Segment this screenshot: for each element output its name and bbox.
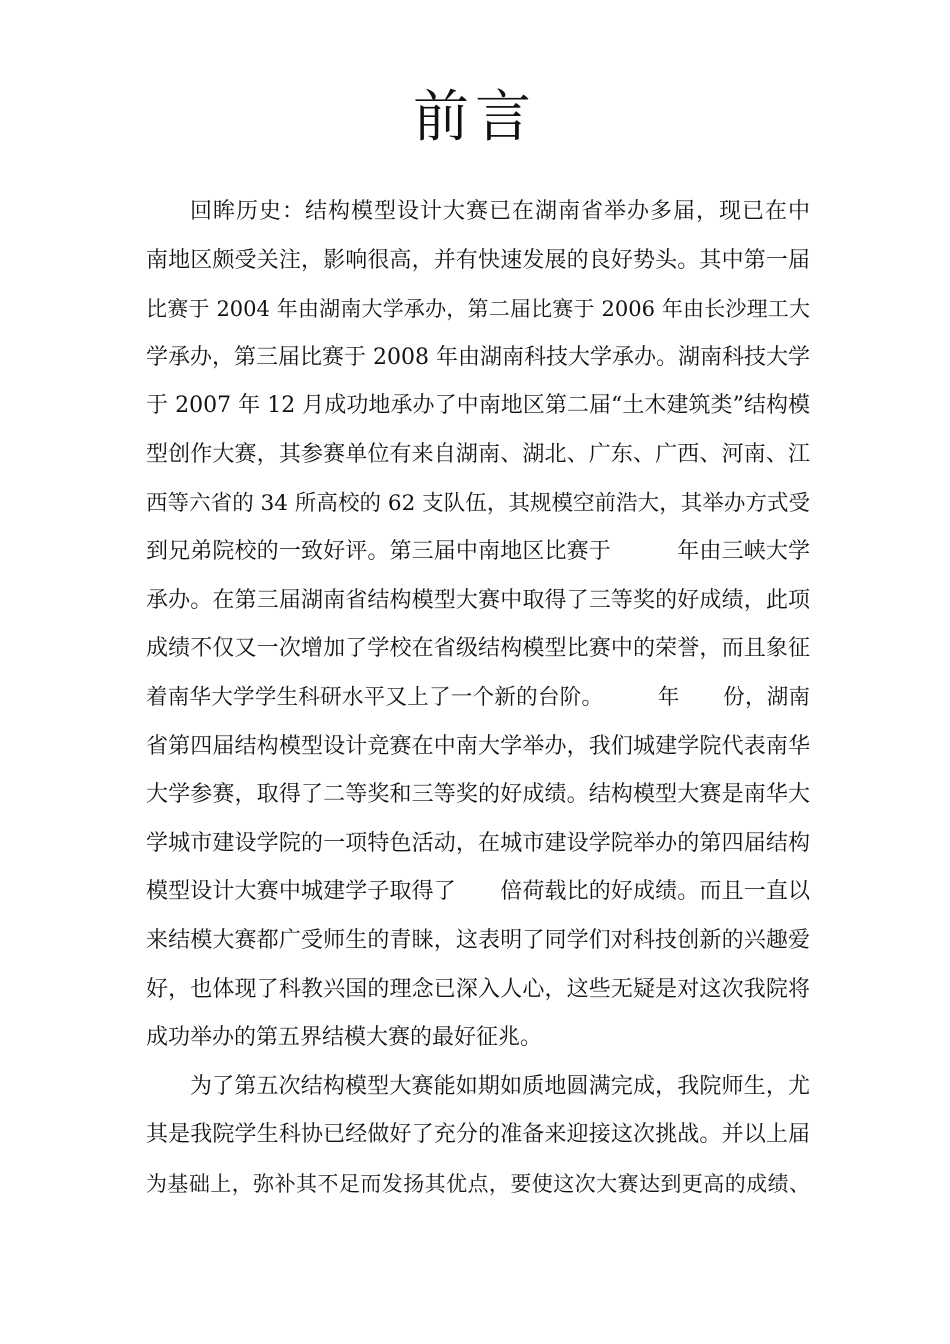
paragraph-1-line-12: 省第四届结构模型设计竞赛在中南大学举办，我们城建学院代表南华: [146, 733, 810, 759]
paragraph-1-line-15: 模型设计大赛中城建学子取得了 倍荷载比的好成绩。而且一直以: [146, 879, 810, 905]
paragraph-1-line-14: 学城市建设学院的一项特色活动，在城市建设学院举办的第四届结构: [146, 830, 810, 856]
paragraph-2-line-3: 为基础上，弥补其不足而发扬其优点，要使这次大赛达到更高的成绩、: [146, 1171, 810, 1196]
paragraph-1-line-1: 回眸历史：结构模型设计大赛已在湖南省举办多届，现已在中: [190, 199, 810, 224]
preface-body: [146, 188, 810, 1208]
paragraph-2-line-1: 为了第五次结构模型大赛能如期如质地圆满完成，我院师生，尤: [190, 1073, 810, 1099]
paragraph-1-line-7: 西等六省的 34 所高校的 62 支队伍，其规模空前浩大，其举办方式受: [146, 490, 810, 516]
paragraph-1-line-6: 型创作大赛，其参赛单位有来自湖南、湖北、广东、广西、河南、江: [146, 441, 810, 467]
paragraph-2-line-2: 其是我院学生科协已经做好了充分的准备来迎接这次挑战。并以上届: [146, 1122, 810, 1148]
paragraph-1-line-17: 好，也体现了科教兴国的理念已深入人心，这些无疑是对这次我院将: [146, 976, 810, 1002]
paragraph-1-line-9: 承办。在第三届湖南省结构模型大赛中取得了三等奖的好成绩，此项: [146, 587, 810, 613]
paragraph-1-line-11: 着南华大学学生科研水平又上了一个新的台阶。 年 份，湖南: [146, 684, 810, 710]
paragraph-1-line-2: 南地区颇受关注，影响很高，并有快速发展的良好势头。其中第一届: [146, 247, 810, 273]
paragraph-1-line-3: 比赛于 2004 年由湖南大学承办，第二届比赛于 2006 年由长沙理工大: [146, 297, 810, 322]
paragraph-1-line-16: 来结模大赛都广受师生的青睐，这表明了同学们对科技创新的兴趣爱: [146, 927, 810, 953]
paragraph-1-line-13: 大学参赛，取得了二等奖和三等奖的好成绩。结构模型大赛是南华大: [146, 782, 810, 808]
paragraph-1-line-18: 成功举办的第五界结模大赛的最好征兆。: [146, 1025, 543, 1051]
paragraph-1-line-10: 成绩不仅又一次增加了学校在省级结构模型比赛中的荣誉，而且象征: [146, 636, 810, 662]
page-title: 前言: [413, 85, 537, 150]
paragraph-1-line-8: 到兄弟院校的一致好评。第三届中南地区比赛于 年由三峡大学: [146, 539, 810, 565]
paragraph-1-line-5: 于 2007 年 12 月成功地承办了中南地区第二届“土木建筑类”结构模: [146, 393, 810, 419]
paragraph-1-line-4: 学承办，第三届比赛于 2008 年由湖南科技大学承办。湖南科技大学: [146, 344, 810, 370]
